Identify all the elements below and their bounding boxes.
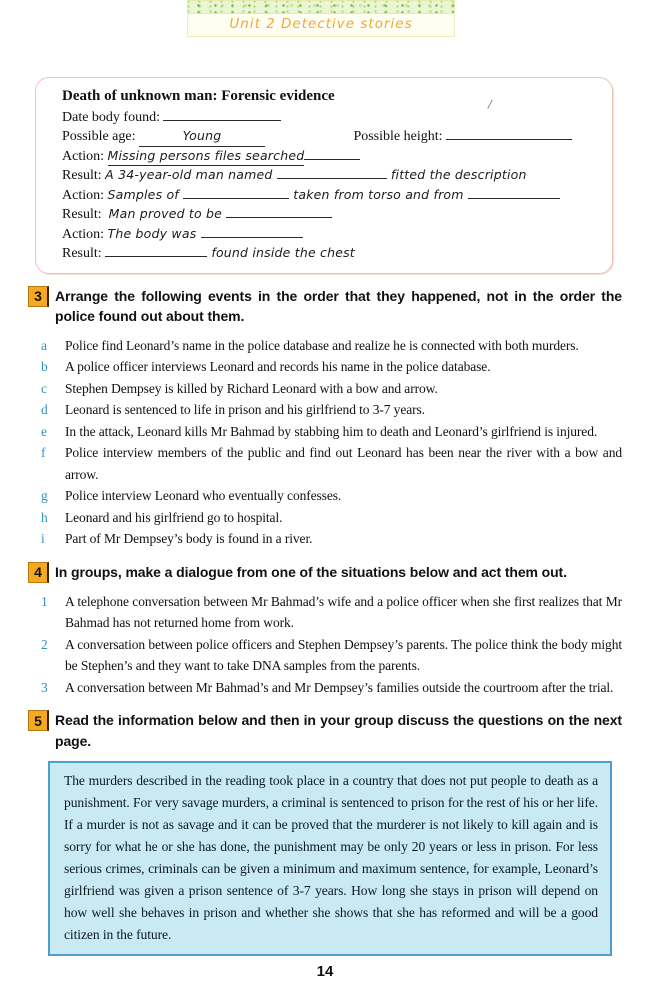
exercise-item-c	[28, 378, 622, 400]
item-text: Stephen Dempsey is killed by Richard Leonard with a bow and arrow.	[65, 380, 438, 396]
handwritten-answer: Young	[139, 127, 265, 147]
blank-line	[304, 147, 360, 160]
form-row	[62, 147, 582, 167]
item-text: Police find Leonard’s name in the police database and realize he is connected with both murders.	[65, 337, 579, 353]
handwritten-answer: Man proved to be	[108, 206, 227, 222]
form-field-label: Result:	[62, 207, 109, 223]
form-field-label: Date body found:	[62, 109, 164, 125]
item-text: Police interview Leonard who eventually confesses.	[65, 488, 342, 504]
pen-mark: /	[488, 98, 492, 111]
item-label: a	[41, 337, 47, 353]
exercise-item-a	[28, 335, 622, 357]
exercise-item-h	[28, 507, 622, 529]
exercise-item-1	[28, 591, 622, 634]
blank-line	[183, 186, 289, 199]
item-text: Leonard and his girlfriend go to hospital.	[65, 509, 283, 525]
item-text: A conversation between Mr Bahmad’s and Mr Dempsey’s families outside the courtroom after the trial.	[65, 679, 614, 695]
item-label: 2	[41, 636, 48, 652]
item-text: In the attack, Leonard kills Mr Bahmad by stabbing him to death and Leonard’s girlfriend is injured.	[65, 423, 598, 439]
form-row	[62, 244, 582, 264]
blank-line	[446, 128, 572, 141]
form-field-label: Action:	[62, 148, 108, 164]
handwritten-answer: A 34-year-old man named	[105, 167, 277, 183]
exercise-5	[28, 710, 622, 956]
exercise-item-f	[28, 442, 622, 485]
exercise-title: Arrange the following events in the order that they happened, not in the order the police found out about them.	[55, 287, 622, 325]
exercise-title: Read the information below and then in your group discuss the questions on the next page.	[55, 712, 622, 749]
form-row	[62, 108, 582, 127]
handwritten-answer: The body was	[107, 225, 201, 241]
exercise-number-badge: 4	[28, 562, 49, 583]
item-label: d	[41, 402, 48, 418]
item-label: h	[41, 509, 48, 525]
blank-line	[226, 206, 332, 219]
forensic-evidence-form	[35, 77, 613, 274]
form-row	[62, 127, 582, 147]
handwritten-answer: fitted the description	[386, 167, 527, 183]
exercise-item-d	[28, 399, 622, 421]
form-title: Death of unknown man: Forensic evidence	[62, 88, 335, 104]
exercise-item-2	[28, 634, 622, 677]
exercise-item-e	[28, 421, 622, 443]
exercise-3	[28, 286, 622, 550]
item-text: Part of Mr Dempsey’s body is found in a river.	[65, 531, 313, 547]
item-label: i	[41, 531, 45, 547]
exercise-title: In groups, make a dialogue from one of the situations below and act them out.	[55, 563, 567, 580]
exercise-item-3	[28, 677, 622, 699]
blank-line	[277, 167, 387, 180]
item-text: A conversation between police officers and Stephen Dempsey’s parents. The police think the body might be Stephen’s and they want to take DNA samples from the parents.	[65, 636, 622, 674]
item-text: A police officer interviews Leonard and records his name in the police database.	[65, 359, 491, 375]
blank-line	[163, 108, 281, 121]
form-row	[62, 225, 582, 245]
item-text: Leonard is sentenced to life in prison and his girlfriend to 3-7 years.	[65, 402, 425, 418]
exercise-4	[28, 562, 622, 699]
exercise-header	[28, 286, 622, 327]
exercise-item-i	[28, 528, 622, 550]
item-label: f	[41, 445, 46, 461]
handwritten-answer: found inside the chest	[207, 245, 355, 261]
item-label: 3	[41, 679, 48, 695]
blank-line	[468, 186, 560, 199]
exercise-number-badge: 3	[28, 286, 49, 307]
blank-line	[201, 225, 303, 238]
unit-header	[187, 0, 455, 37]
handwritten-answer: Missing persons files searched	[108, 147, 305, 167]
exercise-item-list	[28, 335, 622, 550]
form-rows	[62, 108, 582, 264]
handwritten-answer: taken from torso and from	[289, 186, 468, 202]
info-box: The murders described in the reading took place in a country that does not put people to death as a punishment. For very savage murders, a criminal is sentenced to prison for the rest of his or her life. If a murder is not as savage and it can be proved that the murderer is not likely to kill again and is sorry for what he or she has done, the punishment may be only 20 years or less in prison. For less serious crimes, criminals can be given a minimum and maximum sentence, for example, Leonard’s girlfriend was given a prison sentence of 3-7 years. How long she stays in prison will depend on how well she behaves in prison and whether she shows that she has reformed and will be a good citizen in the future.	[48, 761, 612, 956]
form-field-label: Result:	[62, 246, 106, 262]
form-field-label: Result:	[62, 168, 106, 184]
exercise-item-list	[28, 591, 622, 699]
exercise-item-b	[28, 356, 622, 378]
exercise-header	[28, 562, 622, 583]
unit-header-decoration	[187, 0, 455, 13]
item-label: g	[41, 488, 48, 504]
form-row	[62, 186, 582, 206]
handwritten-answer: Samples of	[107, 186, 184, 202]
item-text: Police interview members of the public and find out Leonard has been near the river with a bow and arrow.	[65, 445, 622, 482]
item-label: e	[41, 423, 47, 439]
form-field-label: Action:	[62, 187, 108, 203]
exercise-number-badge: 5	[28, 710, 49, 731]
unit-title: Unit 2 Detective stories	[187, 13, 455, 37]
form-field-label: Possible height:	[353, 129, 446, 145]
item-label: 1	[41, 593, 48, 609]
exercises	[28, 286, 650, 957]
item-label: c	[41, 380, 47, 396]
form-row	[62, 166, 582, 186]
item-label: b	[41, 359, 48, 375]
form-field-label: Possible age:	[62, 129, 139, 145]
exercise-header	[28, 710, 622, 751]
form-row	[62, 205, 582, 225]
exercise-item-g	[28, 485, 622, 507]
item-text: A telephone conversation between Mr Bahmad’s wife and a police officer when she first realizes that Mr Bahmad has not returned home from work.	[65, 593, 622, 631]
page-number: 14	[316, 963, 334, 981]
form-field-label: Action:	[62, 226, 108, 242]
blank-line	[105, 245, 207, 258]
